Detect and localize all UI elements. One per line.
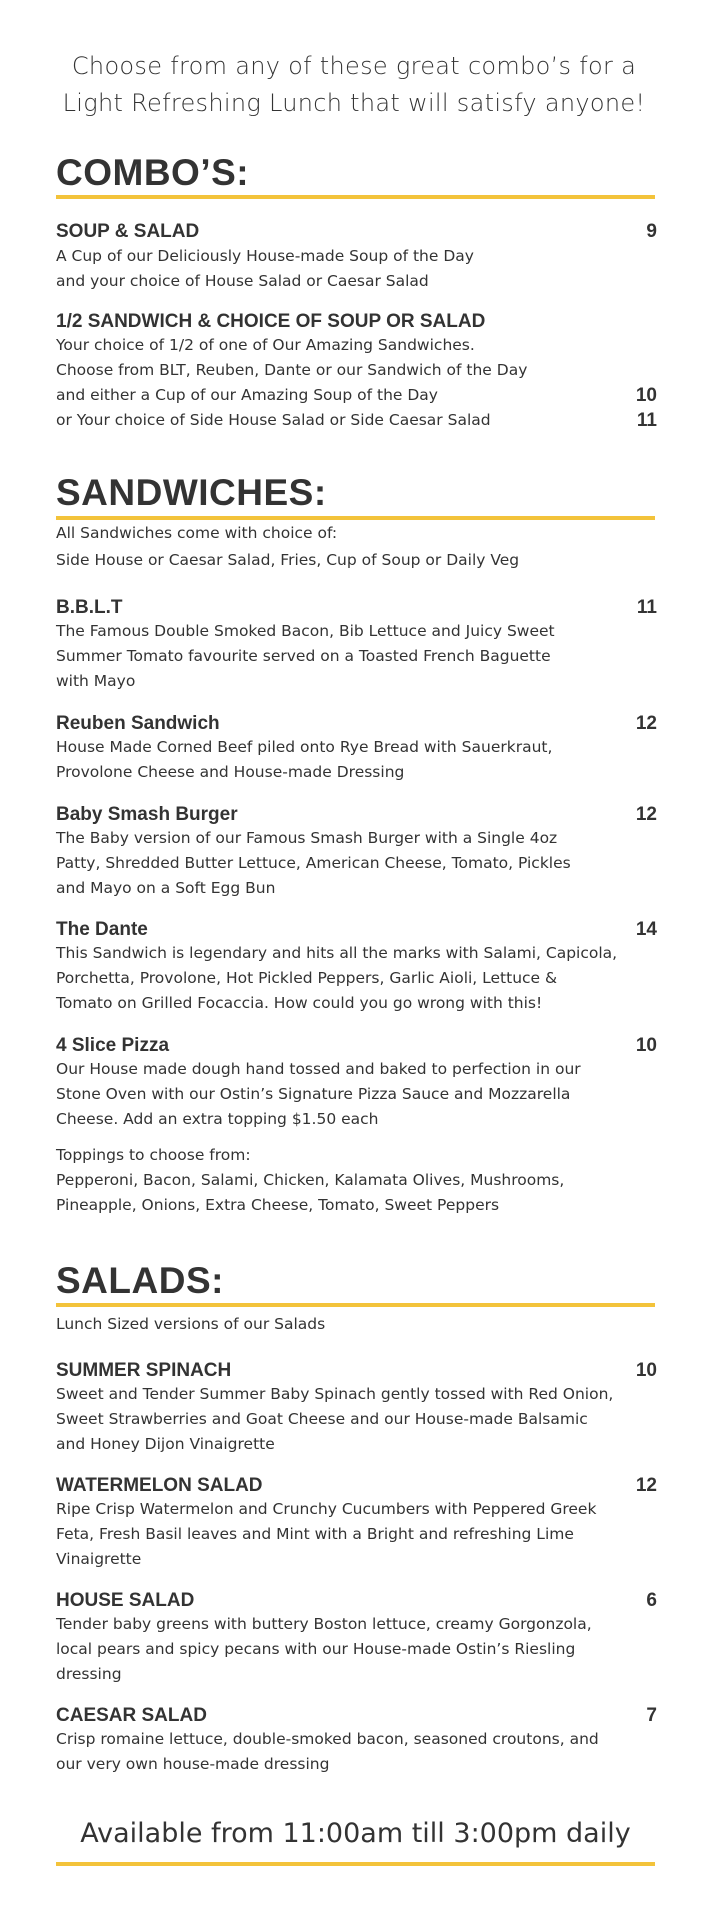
description-line: and your choice of House Salad or Caesar Salad	[56, 272, 429, 290]
combo-item-name: 1/2 SANDWICH & CHOICE OF SOUP OR SALAD	[56, 311, 486, 332]
salad-item-description	[56, 1727, 666, 1777]
description-line: Tomato on Grilled Focaccia. How could you go wrong with this!	[56, 994, 543, 1012]
toppings-line: Pineapple, Onions, Extra Cheese, Tomato, Sweet Peppers	[56, 1196, 500, 1214]
combo-item-price-soup: 10	[635, 385, 657, 406]
description-line: Patty, Shredded Butter Lettuce, American Cheese, Tomato, Pickles	[56, 854, 571, 872]
sandwich-item-name: Baby Smash Burger	[56, 804, 238, 825]
description-line: local pears and spicy pecans with our House-made Ostin’s Riesling	[56, 1640, 576, 1658]
toppings-line: Pepperoni, Bacon, Salami, Chicken, Kalamata Olives, Mushrooms,	[56, 1171, 565, 1189]
description-line: Sweet Strawberries and Goat Cheese and our House-made Balsamic	[56, 1410, 588, 1428]
description-line: Cheese. Add an extra topping $1.50 each	[56, 1110, 379, 1128]
sandwiches-title: SANDWICHES:	[56, 472, 327, 513]
description-line: and Mayo on a Soft Egg Bun	[56, 879, 276, 897]
sandwich-item-description	[56, 941, 666, 1016]
combo-item-name: SOUP & SALAD	[56, 221, 200, 242]
salad-item-price: 7	[646, 1705, 657, 1726]
sandwich-item-price: 10	[635, 1035, 657, 1056]
description-line: Vinaigrette	[56, 1550, 142, 1568]
combos-title: COMBO’S:	[56, 152, 250, 193]
description-line: The Baby version of our Famous Smash Burger with a Single 4oz	[56, 829, 558, 847]
sandwich-item-name: B.B.L.T	[56, 597, 123, 618]
salad-item-description	[56, 1497, 666, 1572]
toppings-line: Toppings to choose from:	[56, 1146, 251, 1164]
note-line: Side House or Caesar Salad, Fries, Cup of Soup or Daily Veg	[56, 551, 520, 569]
sandwich-item-description	[56, 1057, 666, 1132]
salad-item-name: HOUSE SALAD	[56, 1590, 195, 1611]
salads-note	[56, 1312, 666, 1337]
description-line: Your choice of 1/2 of one of Our Amazing Sandwiches.	[56, 336, 475, 354]
combos-divider	[56, 195, 655, 199]
salads-divider	[56, 1303, 655, 1307]
description-line: Provolone Cheese and House-made Dressing	[56, 763, 405, 781]
sandwich-item-name: 4 Slice Pizza	[56, 1035, 170, 1056]
footer-divider	[56, 1862, 655, 1866]
salad-item-name: WATERMELON SALAD	[56, 1475, 263, 1496]
salad-item-description	[56, 1612, 666, 1687]
description-line: and either a Cup of our Amazing Soup of the Day	[56, 386, 438, 404]
sandwich-item-name: Reuben Sandwich	[56, 713, 220, 734]
sandwich-item-description	[56, 735, 666, 785]
description-line: Ripe Crisp Watermelon and Crunchy Cucumbers with Peppered Greek	[56, 1500, 597, 1518]
salad-item-name: SUMMER SPINACH	[56, 1360, 232, 1381]
sandwich-item-description	[56, 619, 666, 694]
note-line: All Sandwiches come with choice of:	[56, 524, 338, 542]
description-line: Sweet and Tender Summer Baby Spinach gently tossed with Red Onion,	[56, 1385, 614, 1403]
description-line: Porchetta, Provolone, Hot Pickled Peppers, Garlic Aioli, Lettuce &	[56, 969, 558, 987]
sandwiches-note	[56, 521, 666, 573]
description-line: House Made Corned Beef piled onto Rye Bread with Sauerkraut,	[56, 738, 553, 756]
intro-line-2: Light Refreshing Lunch that will satisfy anyone!	[62, 89, 646, 117]
description-line: A Cup of our Deliciously House-made Soup of the Day	[56, 247, 474, 265]
salads-title: SALADS:	[56, 1260, 224, 1301]
combo-item-description	[56, 244, 666, 294]
description-line: or Your choice of Side House Salad or Side Caesar Salad	[56, 411, 491, 429]
sandwich-item-name: The Dante	[56, 919, 148, 940]
description-line: with Mayo	[56, 672, 136, 690]
note-line: Lunch Sized versions of our Salads	[56, 1315, 326, 1333]
salad-item-price: 6	[646, 1590, 657, 1611]
salad-item-name: CAESAR SALAD	[56, 1705, 207, 1726]
salad-item-description	[56, 1382, 666, 1457]
sandwich-item-price: 14	[635, 919, 657, 940]
combo-item-description	[56, 333, 666, 433]
description-line: This Sandwich is legendary and hits all the marks with Salami, Capicola,	[56, 944, 618, 962]
description-line: Crisp romaine lettuce, double-smoked bacon, seasoned croutons, and	[56, 1730, 599, 1748]
availability-text: Available from 11:00am till 3:00pm daily	[80, 1818, 631, 1849]
salad-item-price: 10	[635, 1360, 657, 1381]
description-line: Summer Tomato favourite served on a Toasted French Baguette	[56, 647, 551, 665]
salad-item-price: 12	[635, 1475, 657, 1496]
description-line: The Famous Double Smoked Bacon, Bib Lettuce and Juicy Sweet	[56, 622, 555, 640]
sandwich-item-price: 12	[635, 804, 657, 825]
description-line: Stone Oven with our Ostin’s Signature Pizza Sauce and Mozzarella	[56, 1085, 571, 1103]
combo-item-price-salad: 11	[636, 410, 657, 431]
description-line: Our House made dough hand tossed and baked to perfection in our	[56, 1060, 581, 1078]
description-line: Choose from BLT, Reuben, Dante or our Sandwich of the Day	[56, 361, 528, 379]
description-line: Tender baby greens with buttery Boston lettuce, creamy Gorgonzola,	[56, 1615, 592, 1633]
pizza-toppings	[56, 1143, 666, 1218]
intro-line-1: Choose from any of these great combo’s for a	[71, 52, 637, 80]
sandwiches-divider	[56, 516, 655, 520]
description-line: dressing	[56, 1665, 122, 1683]
sandwich-item-description	[56, 826, 666, 901]
intro-text	[40, 48, 668, 122]
sandwich-item-price: 12	[635, 713, 657, 734]
description-line: our very own house-made dressing	[56, 1755, 330, 1773]
description-line: and Honey Dijon Vinaigrette	[56, 1435, 275, 1453]
sandwich-item-price: 11	[636, 597, 657, 618]
combo-item-price: 9	[646, 221, 657, 242]
description-line: Feta, Fresh Basil leaves and Mint with a Bright and refreshing Lime	[56, 1525, 574, 1543]
